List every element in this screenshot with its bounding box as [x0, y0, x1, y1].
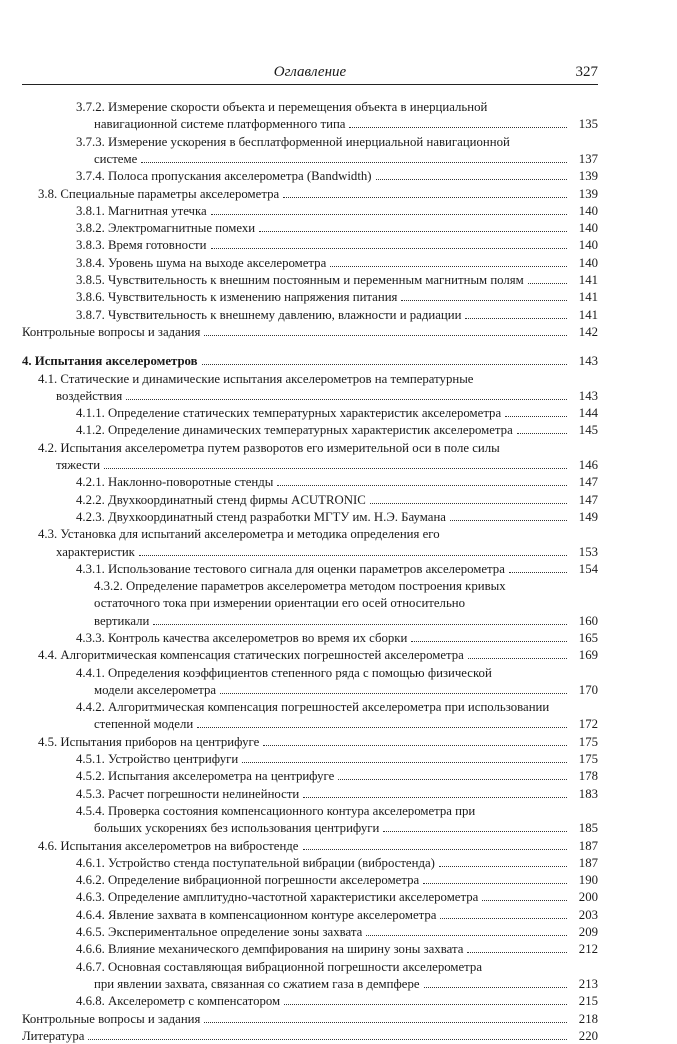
toc-page-number: 153 [578, 545, 598, 559]
toc-page-number: 178 [578, 769, 598, 783]
dot-leader [401, 300, 567, 301]
dot-leader [139, 555, 567, 556]
toc-entry-title: Литература [22, 1029, 85, 1043]
dot-leader [303, 849, 568, 850]
toc-entry [94, 820, 598, 836]
dot-leader [204, 1022, 567, 1023]
dot-leader [370, 503, 567, 504]
dot-leader [440, 918, 567, 919]
toc-entry-title: Контрольные вопросы и задания [22, 1012, 201, 1026]
toc-page-number: 160 [578, 614, 598, 628]
header-title: Оглавление [273, 64, 347, 80]
toc-entry-title: 3.8.7. Чувствительность к внешнему давлению, влажности и радиации [76, 308, 462, 322]
toc-entry-title: 4.1.2. Определение динамических температурных характеристик акселерометра [76, 423, 513, 437]
toc-entry [76, 872, 598, 888]
toc-entry [76, 134, 598, 150]
toc-page-number: 140 [578, 221, 598, 235]
toc-entry-title: 3.8.5. Чувствительность к внешним постоянным и переменным магнитным полям [76, 273, 524, 287]
toc-entry [76, 237, 598, 253]
dot-leader [411, 641, 567, 642]
toc-entry-title: 4.4.1. Определения коэффициентов степенного ряда с помощью физической [76, 666, 492, 680]
dot-leader [439, 866, 567, 867]
toc-page-number: 169 [578, 648, 598, 662]
toc-entry [76, 907, 598, 923]
toc-entry [76, 307, 598, 323]
toc-entry [56, 544, 598, 560]
toc-entry [76, 768, 598, 784]
toc-entry-title: 4.5.1. Устройство центрифуги [76, 752, 239, 766]
toc-page-number: 203 [578, 908, 598, 922]
toc-page-number: 185 [578, 821, 598, 835]
toc-entry [76, 699, 598, 715]
toc-page-number: 215 [578, 994, 598, 1008]
toc-entry [76, 203, 598, 219]
toc-entry [76, 855, 598, 871]
toc-entry-title: 4.6. Испытания акселерометров на вибростенде [38, 839, 299, 853]
toc-entry [76, 168, 598, 184]
dot-leader [482, 900, 567, 901]
toc-entry-title: 4.4.2. Алгоритмическая компенсация погрешностей акселерометра при использовании [76, 700, 550, 714]
toc-entry [94, 976, 598, 992]
toc-entry-title: 4.5. Испытания приборов на центрифуге [38, 735, 260, 749]
dot-leader [450, 520, 567, 521]
dot-leader [505, 416, 567, 417]
toc-entry [76, 289, 598, 305]
toc-entry-title: 4.6.8. Акселерометр с компенсатором [76, 994, 281, 1008]
toc-page-number: 145 [578, 423, 598, 437]
running-header [22, 62, 598, 84]
dot-leader [242, 762, 567, 763]
dot-leader [220, 693, 567, 694]
toc-entry-title: 3.7.2. Измерение скорости объекта и перемещения объекта в инерциальной [76, 100, 488, 114]
toc-entry-title: характеристик [56, 545, 135, 559]
toc-entry-title: 4.2.1. Наклонно-поворотные стенды [76, 475, 274, 489]
toc-page-number: 175 [578, 735, 598, 749]
toc-page-number: 141 [578, 273, 598, 287]
toc-entry [94, 116, 598, 132]
toc-entry [94, 682, 598, 698]
toc-entry-title: 4.6.5. Экспериментальное определение зоны захвата [76, 925, 363, 939]
toc-page-number: 209 [578, 925, 598, 939]
toc-entry-title: 4.6.3. Определение амплитудно-частотной характеристики акселерометра [76, 890, 479, 904]
toc-entry [76, 665, 598, 681]
toc-entry [76, 803, 598, 819]
toc-page-number: 200 [578, 890, 598, 904]
toc-entry-title: больших ускорениях без использования центрифуги [94, 821, 380, 835]
dot-leader [376, 179, 567, 180]
toc-entry [76, 509, 598, 525]
toc-entry-title: 4.2. Испытания акселерометра путем разворотов его измерительной оси в поле силы [38, 441, 500, 455]
toc-page-number: 140 [578, 238, 598, 252]
toc-entry [22, 1028, 598, 1044]
toc-entry-title: Контрольные вопросы и задания [22, 325, 201, 339]
toc-page-number: 154 [578, 562, 598, 576]
dot-leader [468, 658, 567, 659]
toc-entry [94, 578, 598, 594]
dot-leader [349, 127, 567, 128]
dot-leader [423, 883, 567, 884]
toc-entry [76, 941, 598, 957]
toc-page-number: 140 [578, 256, 598, 270]
toc-entry-title: тяжести [56, 458, 101, 472]
toc-entry [76, 786, 598, 802]
toc-page-number: 218 [578, 1012, 598, 1026]
toc-entry [76, 99, 598, 115]
toc-entry-title: 4.5.2. Испытания акселерометра на центрифуге [76, 769, 335, 783]
toc-entry [94, 613, 598, 629]
toc-entry-title: 3.7.3. Измерение ускорения в бесплатформенной инерциальной навигационной [76, 135, 510, 149]
toc-page-number: 146 [578, 458, 598, 472]
dot-leader [330, 266, 567, 267]
toc-entry [76, 492, 598, 508]
toc-entry-title: системе [94, 152, 138, 166]
toc-page-number: 141 [578, 290, 598, 304]
toc-entry-title: 3.8.3. Время готовности [76, 238, 207, 252]
toc-entry [76, 255, 598, 271]
toc-page-number: 139 [578, 187, 598, 201]
dot-leader [104, 468, 567, 469]
toc-entry [56, 388, 598, 404]
toc-entry-title: 4.3.2. Определение параметров акселерометра методом построения кривых [94, 579, 506, 593]
dot-leader [528, 283, 567, 284]
toc-page-number: 187 [578, 856, 598, 870]
dot-leader [263, 745, 567, 746]
toc-entry [76, 924, 598, 940]
toc-entry-title: при явлении захвата, связанная со сжатием газа в демпфере [94, 977, 420, 991]
toc-entry-title: 4.6.6. Влияние механического демпфирования на ширину зоны захвата [76, 942, 464, 956]
toc-entry-title: 4.5.3. Расчет погрешности нелинейности [76, 787, 300, 801]
toc-entry [38, 186, 598, 202]
toc-entry [22, 353, 598, 369]
toc-entry-title: 4.1.1. Определение статических температурных характеристик акселерометра [76, 406, 502, 420]
toc-entry [76, 630, 598, 646]
toc-entry-title: 4.2.3. Двухкоординатный стенд разработки МГТУ им. Н.Э. Баумана [76, 510, 446, 524]
toc-entry [76, 889, 598, 905]
toc-entry [38, 734, 598, 750]
toc-entry [76, 751, 598, 767]
dot-leader [424, 987, 567, 988]
toc-page-number: 147 [578, 475, 598, 489]
toc-entry [94, 716, 598, 732]
toc-entry-title: вертикали [94, 614, 150, 628]
dot-leader [204, 335, 567, 336]
dot-leader [283, 197, 567, 198]
dot-leader [88, 1039, 567, 1040]
dot-leader [259, 231, 567, 232]
dot-leader [211, 248, 568, 249]
toc-entry-title: 4.1. Статические и динамические испытания акселерометров на температурные [38, 372, 474, 386]
toc-entry [94, 595, 598, 611]
toc-page-number: 165 [578, 631, 598, 645]
dot-leader [284, 1004, 567, 1005]
toc-page-number: 147 [578, 493, 598, 507]
dot-leader [465, 318, 567, 319]
toc-entry [22, 1011, 598, 1027]
toc-entry-title: 3.8.6. Чувствительность к изменению напряжения питания [76, 290, 398, 304]
toc-entry-title: 4.4. Алгоритмическая компенсация статических погрешностей акселерометра [38, 648, 464, 662]
header-page-number: 327 [575, 64, 598, 80]
toc-entry [38, 647, 598, 663]
toc-entry [56, 457, 598, 473]
dot-leader [517, 433, 567, 434]
dot-leader [141, 162, 567, 163]
toc-entry-title: 3.7.4. Полоса пропускания акселерометра (Bandwidth) [76, 169, 372, 183]
toc-entry-title: 4. Испытания акселерометров [22, 354, 198, 368]
toc-entry-title: 4.6.7. Основная составляющая вибрационной погрешности акселерометра [76, 960, 482, 974]
toc-entry-title: 4.5.4. Проверка состояния компенсационного контура акселерометра при [76, 804, 476, 818]
toc-page-number: 143 [578, 389, 598, 403]
toc-entry-title: 3.8.4. Уровень шума на выходе акселерометра [76, 256, 327, 270]
toc-page-number: 137 [578, 152, 598, 166]
toc-entry [76, 959, 598, 975]
toc-page-number: 212 [578, 942, 598, 956]
toc-page-number: 143 [578, 354, 598, 368]
toc-page-number: 142 [578, 325, 598, 339]
toc-page-number: 172 [578, 717, 598, 731]
toc-entry [94, 151, 598, 167]
toc-entry-title: 4.3. Установка для испытаний акселерометра и методика определения его [38, 527, 440, 541]
dot-leader [211, 214, 567, 215]
toc-page-number: 175 [578, 752, 598, 766]
toc-entry-title: степенной модели [94, 717, 194, 731]
toc-entry [76, 422, 598, 438]
toc-entry-title: модели акселерометра [94, 683, 217, 697]
toc-page-number: 135 [578, 117, 598, 131]
toc-page-number: 183 [578, 787, 598, 801]
toc-entry [38, 526, 598, 542]
toc-entry-title: 4.6.2. Определение вибрационной погрешности акселерометра [76, 873, 420, 887]
toc-entry [38, 838, 598, 854]
dot-leader [509, 572, 567, 573]
toc-entry-title: навигационной системе платформенного типа [94, 117, 346, 131]
toc-entry [38, 371, 598, 387]
dot-leader [126, 399, 567, 400]
dot-leader [338, 779, 567, 780]
toc-page-number: 149 [578, 510, 598, 524]
toc-entry-title: 4.6.1. Устройство стенда поступательной вибрации (вибростенда) [76, 856, 435, 870]
toc-entry [76, 405, 598, 421]
toc-entry [76, 993, 598, 1009]
toc-entry [76, 561, 598, 577]
toc-page-number: 144 [578, 406, 598, 420]
dot-leader [303, 797, 567, 798]
toc-entry [76, 474, 598, 490]
toc-page-number: 140 [578, 204, 598, 218]
toc-entry-title: 4.3.1. Использование тестового сигнала для оценки параметров акселерометра [76, 562, 505, 576]
toc-entry [38, 440, 598, 456]
dot-leader [277, 485, 567, 486]
toc-entry-title: 3.8.1. Магнитная утечка [76, 204, 207, 218]
toc-entry-title: 4.3.3. Контроль качества акселерометров во время их сборки [76, 631, 408, 645]
toc-entry [22, 324, 598, 340]
header-rule [22, 84, 598, 85]
dot-leader [383, 831, 567, 832]
toc-page-number: 187 [578, 839, 598, 853]
toc-entry [76, 272, 598, 288]
dot-leader [366, 935, 567, 936]
toc-entry-title: 3.8. Специальные параметры акселерометра [38, 187, 280, 201]
toc-entry-title: воздействия [56, 389, 123, 403]
toc-page-number: 141 [578, 308, 598, 322]
dot-leader [197, 727, 567, 728]
dot-leader [153, 624, 567, 625]
toc-entry-title: 4.6.4. Явление захвата в компенсационном контуре акселерометра [76, 908, 437, 922]
toc-page-number: 213 [578, 977, 598, 991]
toc-entry [76, 220, 598, 236]
toc-page-number: 220 [578, 1029, 598, 1043]
toc-page-number: 190 [578, 873, 598, 887]
toc-page-number: 170 [578, 683, 598, 697]
dot-leader [202, 364, 567, 365]
toc-page-number: 139 [578, 169, 598, 183]
toc-entry-title: остаточного тока при измерении ориентации его осей относительно [94, 596, 466, 610]
dot-leader [467, 952, 567, 953]
toc-entry-title: 4.2.2. Двухкоординатный стенд фирмы ACUTRONIC [76, 493, 366, 507]
toc-entry-title: 3.8.2. Электромагнитные помехи [76, 221, 256, 235]
